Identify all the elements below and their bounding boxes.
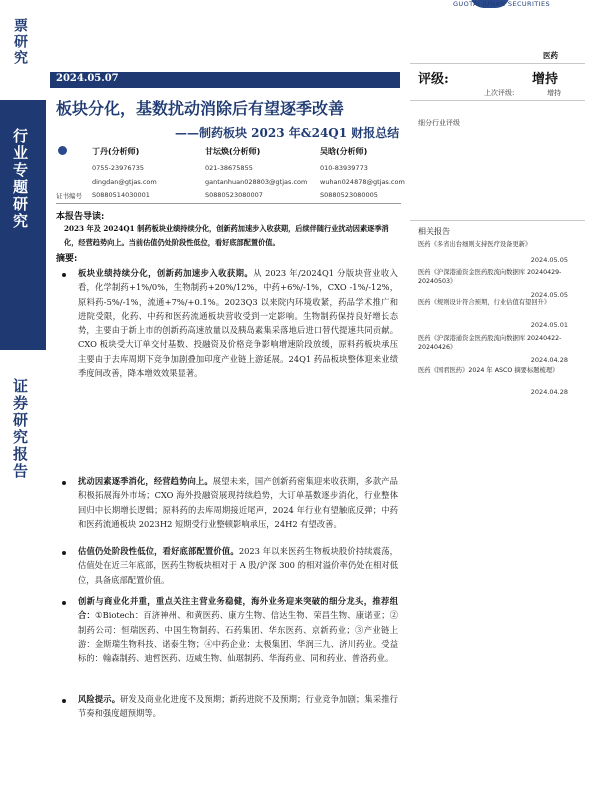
bullet-icon [62, 273, 66, 277]
analyst-cert: S0880523080005 [320, 191, 378, 199]
sector-tag: 医药 [543, 51, 558, 60]
report-date: 2024.05.07 [56, 73, 119, 84]
analyst-phone: 010-83939773 [320, 164, 368, 172]
related-report-date: 2024.04.28 [530, 388, 568, 396]
analyst-cert: S0880523080007 [205, 191, 263, 199]
summary-paragraph [78, 474, 398, 531]
summary-title: 摘要: [56, 254, 78, 264]
rating-value: 增持 [532, 72, 559, 87]
sidebar-report-type: 行业专题研究 [11, 128, 29, 230]
analyst-name: 甘坛焕(分析师) [205, 147, 261, 156]
analyst-icon [58, 146, 67, 155]
summary-paragraph [78, 266, 398, 380]
guide-body: 2023 年及 2024Q1 制药板块业绩持续分化，创新药加速步入收获期，后续伴随行业扰动因素逐季消化，经营趋势向上。当前估值仍处阶段性低位，看好底部配置价值。 [64, 224, 389, 247]
rating-divider [410, 100, 585, 101]
summary-paragraph [78, 544, 398, 587]
related-report-item[interactable]: 医药《国君医药》2024 年 ASCO 摘要标题梳理》 [418, 367, 559, 374]
related-report-item[interactable]: 医药《沪深港通资金医药股流向数据库 20240422-20240426》 [418, 335, 562, 351]
summary-paragraph [78, 594, 398, 665]
bullet-icon [62, 601, 66, 605]
analyst-email[interactable]: dingdan@gtjas.com [92, 178, 157, 186]
report-subtitle: ——制药板块 2023 年&24Q1 财报总结 [175, 126, 400, 140]
paragraph-lead: 风险提示。 [78, 694, 121, 704]
previous-rating-value: 增持 [547, 89, 561, 97]
previous-rating-label: 上次评级: [484, 89, 515, 97]
sidebar-top-text: 票研究 [12, 18, 28, 66]
analyst-name: 吴晗(分析师) [320, 147, 368, 156]
related-report-item[interactable]: 医药《多省出台细则支持医疗设备更新》 [418, 241, 532, 248]
related-reports-title: 相关报告 [418, 227, 450, 236]
brand-name: GUOTAI JUNAN SECURITIES [453, 0, 551, 8]
analyst-email[interactable]: gantanhuan028803@gtjas.com [205, 178, 308, 186]
paragraph-body: ①Biotech：百济神州、和黄医药、康方生物、信达生物、荣昌生物、康诺亚；②制药公司：恒瑞医药、中国生物制药、石药集团、华东医药、京新药业；③产业链上游：金斯瑞生物科技、诺泰生物；④中药企业：太极集团、华润三九、济川药业。受益标的：翰森制药、迪哲医药、迈威生物、仙琚制药、华海药业、同和药业、普洛药业。 [78, 610, 398, 664]
bullet-icon [62, 481, 66, 485]
paragraph-lead: 创新与商业化并重，重点关注主营业务稳健，海外业务迎来突破的细分龙头，推荐组合： [78, 596, 398, 621]
related-report-date: 2024.05.01 [530, 321, 568, 329]
related-report-item[interactable]: 医药《沪深港通资金医药股流向数据库 20240429-20240503》 [418, 269, 562, 285]
analyst-email[interactable]: wuhan024878@gtjas.com [320, 178, 405, 186]
paragraph-body: 2023 年以来医药生物板块股价持续震荡，估值处在近三年底部，医药生物板块相对于 A 股/沪深 300 的相对溢价率仍处在相对低位，具备底部配置价值。 [78, 546, 398, 585]
report-title: 板块分化，基数扰动消除后有望逐季改善 [56, 99, 345, 118]
industry-rating-label: 细分行业评级 [418, 119, 460, 127]
bullet-icon [62, 699, 66, 703]
paragraph-lead: 扰动因素逐季消化，经营趋势向上。 [78, 476, 213, 486]
cert-label: 证书编号 [56, 192, 82, 200]
paragraph-lead: 板块业绩持续分化，创新药加速步入收获期。 [78, 268, 254, 278]
analyst-name: 丁丹(分析师) [92, 147, 140, 156]
related-report-item[interactable]: 医药《规则设计符合预期，行业估值有望回升》 [418, 299, 551, 306]
paragraph-lead: 估值仍处阶段性低位，看好底部配置价值。 [78, 546, 239, 556]
summary-paragraph [78, 692, 398, 721]
related-report-date: 2024.05.05 [530, 291, 568, 299]
paragraph-body: 展望未来，国产创新药密集迎来收获期，多款产品积极拓展海外市场；CXO 海外投融资展现持续趋势，大订单基数逐步消化，行业整体回归中长期增长逻辑；原料药的去库周期接近尾声，2024 年行业有望触底反弹；中药和医药流通板块 2023H2 短期受行业整顿影响承压，24H2 有望改善。 [78, 476, 398, 529]
guide-title: 本报告导读: [56, 212, 105, 222]
analyst-cert: S0880514030001 [92, 191, 150, 199]
paragraph-body: 从 2023 年/2024Q1 分版块营业收入看，化学制药+1%/0%，生物制药+20%/12%，中药+6%/-1%，CXO -1%/-12%，原料药-5%/-1%，流通+7%/+0.1%。2023Q3 以来院内环境收紧，药品学术推广和进院受限，化药、中药和医药流通板块营收受到一定影响。生物制药保持良好增长态势，主要由于新上市的创新药高速放量以及胰岛素集采落地后进口替代提速共同贡献。CXO 板块受大订单交付基数、投融资及价格竞争影响增速阶段放缓，原料药板块承压主要由于去库周期下竞争加剧叠加印度产业链上游延展。24Q1 药品板块整体迎来业绩季度间改善，降本增效效果显著。 [78, 268, 398, 379]
paragraph-body: 研发及商业化进度不及预期；新药进院不及预期；行业竞争加剧；集采推行节奏和强度超预期等。 [78, 694, 398, 719]
related-divider [410, 220, 585, 221]
top-divider [410, 63, 585, 64]
bullet-icon [62, 551, 66, 555]
related-report-date: 2024.04.28 [530, 356, 568, 364]
rating-label: 评级: [418, 72, 449, 87]
analyst-divider [56, 203, 401, 204]
analyst-phone: 021-38675855 [205, 164, 253, 172]
sidebar-category: 证券研究报告 [11, 378, 29, 480]
analyst-phone: 0755-23976735 [92, 164, 144, 172]
related-report-date: 2024.05.05 [530, 256, 568, 264]
